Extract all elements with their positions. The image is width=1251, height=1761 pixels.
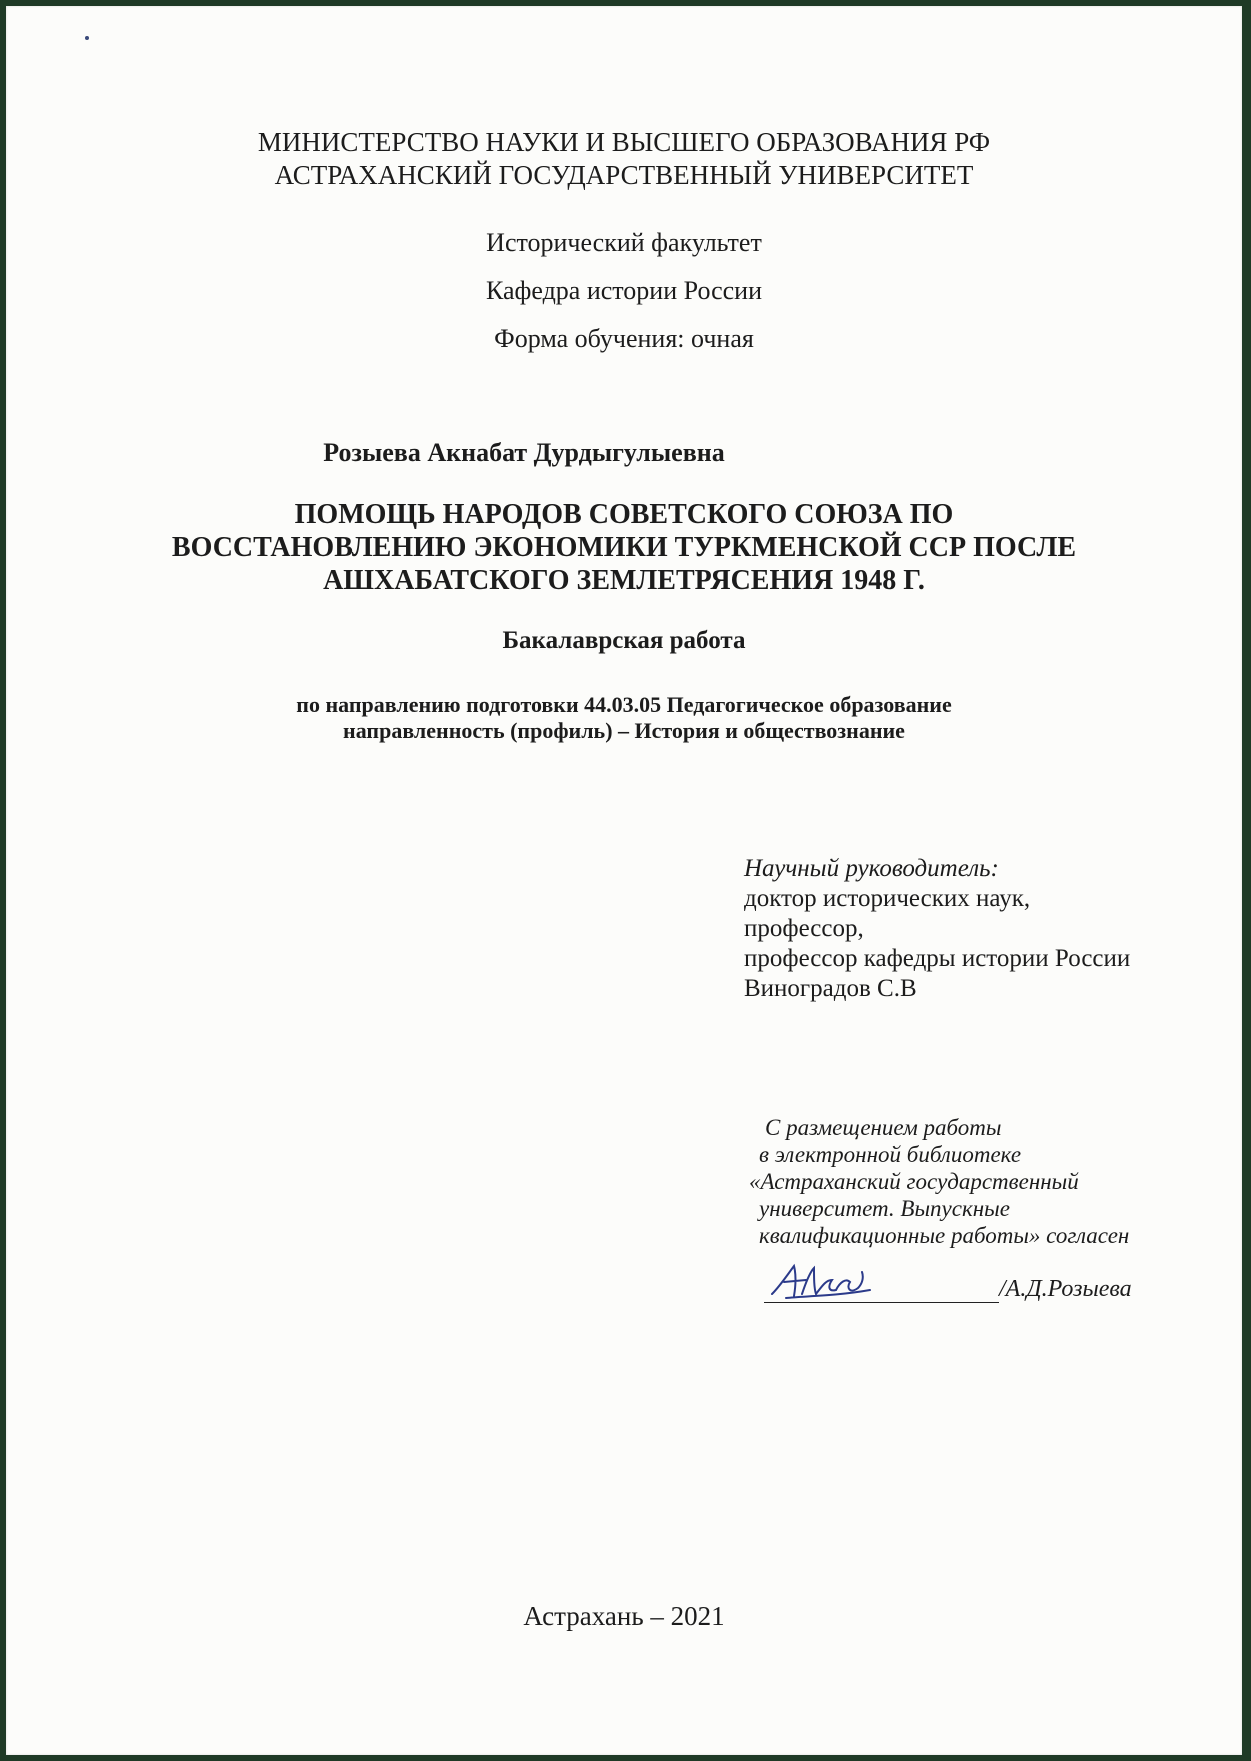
chair-name: Кафедра истории России (485, 276, 763, 305)
direction-line-1: по направлению подготовки 44.03.05 Педагогическое образование (296, 692, 952, 717)
supervisor-name: Виноградов С.В (744, 975, 917, 1002)
consent-line-4: университет. Выпускные (759, 1196, 1010, 1221)
scan-speck (85, 36, 89, 40)
supervisor-position: профессор кафедры истории России (744, 945, 1131, 972)
faculty-name: Исторический факультет (486, 228, 762, 257)
library-consent-block (749, 1114, 1129, 1249)
title-page (6, 6, 1242, 1755)
direction-line-2: направленность (профиль) – История и обществознание (343, 718, 905, 743)
supervisor-degree: доктор исторических наук, (744, 885, 1031, 912)
supervisor-rank: профессор, (744, 915, 864, 942)
signature-line (764, 1274, 999, 1303)
supervisor-block (744, 854, 1130, 1004)
thesis-title-line-1: ПОМОЩЬ НАРОДОВ СОВЕТСКОГО СОЮЗА ПО (294, 499, 954, 530)
ministry-line-1: МИНИСТЕРСТВО НАУКИ И ВЫСШЕГО ОБРАЗОВАНИЯ РФ (257, 127, 991, 157)
study-direction (6, 692, 1242, 744)
supervisor-role: Научный руководитель: (744, 855, 999, 882)
city-year: Астрахань – 2021 (523, 1601, 725, 1631)
author-name: Розыева Акнабат Дурдыгулыевна (323, 438, 725, 467)
signature-row (764, 1274, 1132, 1308)
thesis-title-line-3: АШХАБАТСКОГО ЗЕМЛЕТРЯСЕНИЯ 1948 Г. (323, 565, 925, 596)
consent-line-2: в электронной библиотеке (759, 1142, 1022, 1167)
consent-line-5: квалификационные работы» согласен (759, 1223, 1130, 1248)
signer-name: /А.Д.Розыева (999, 1276, 1132, 1302)
study-form: Форма обучения: очная (494, 324, 754, 353)
thesis-title-line-2: ВОССТАНОВЛЕНИЮ ЭКОНОМИКИ ТУРКМЕНСКОЙ ССР ПОСЛЕ (171, 532, 1077, 563)
ministry-line-2: АСТРАХАНСКИЙ ГОСУДАРСТВЕННЫЙ УНИВЕРСИТЕТ (274, 160, 974, 190)
thesis-title (6, 498, 1242, 597)
work-type: Бакалаврская работа (502, 627, 746, 654)
ministry-heading (6, 126, 1242, 192)
consent-line-3: «Астраханский государственный (749, 1169, 1079, 1194)
consent-line-1: С размещением работы (765, 1115, 1002, 1140)
handwritten-signature (766, 1260, 876, 1304)
